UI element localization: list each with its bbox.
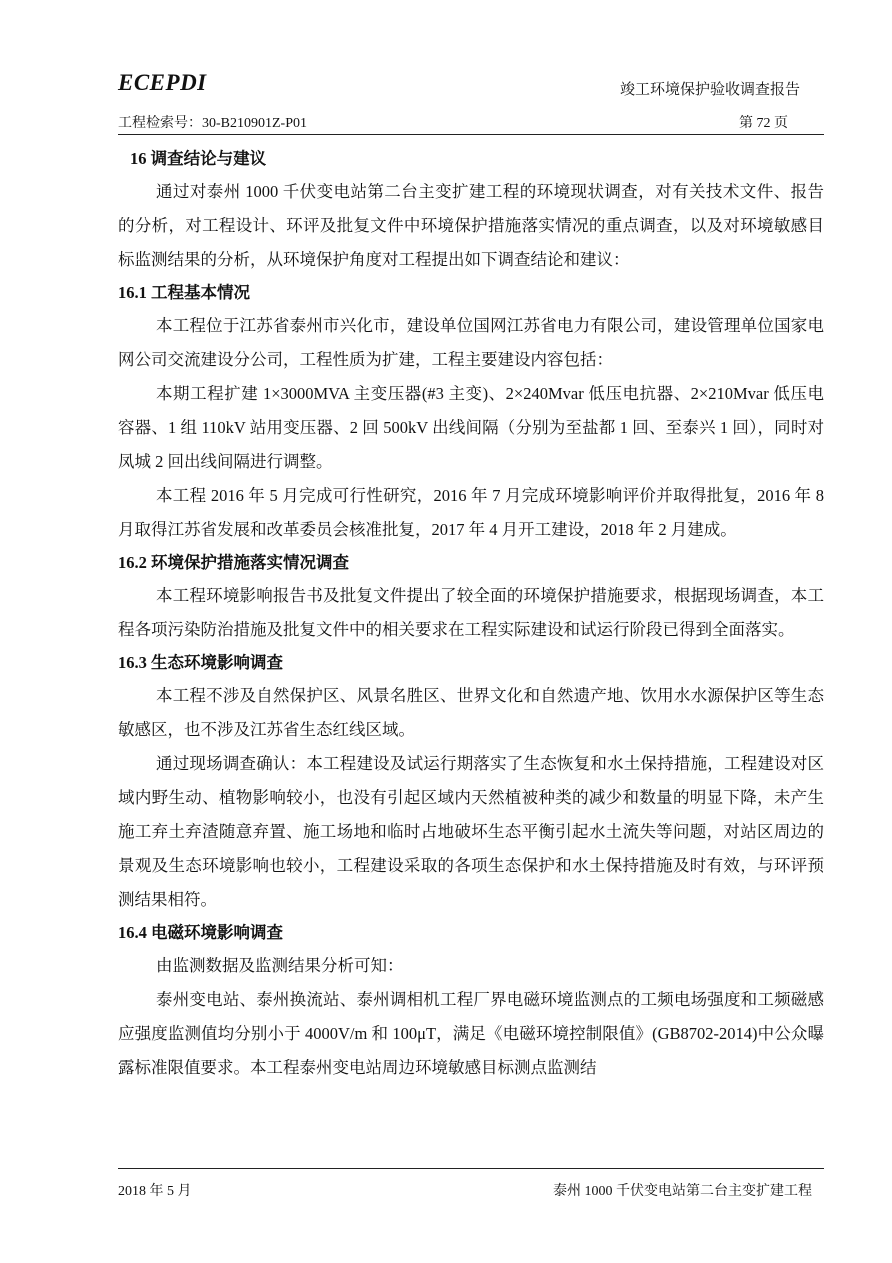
paragraph: 本工程位于江苏省泰州市兴化市，建设单位国网江苏省电力有限公司，建设管理单位国家电网公司交流建设分公司，工程性质为扩建，工程主要建设内容包括：	[118, 316, 824, 369]
section-heading: 16.4 电磁环境影响调查	[118, 923, 283, 942]
section-heading: 16 调查结论与建议	[130, 149, 267, 168]
page-number: 第 72 页	[739, 116, 788, 131]
section-heading: 16.2 环境保护措施落实情况调查	[118, 553, 349, 572]
paragraph: 由监测数据及监测结果分析可知：	[156, 956, 404, 975]
paragraph: 泰州变电站、泰州换流站、泰州调相机工程厂界电磁环境监测点的工频电场强度和工频磁感应强度监测值均分别小于 4000V/m 和 100μT，满足《电磁环境控制限值》(GB8702-2014)中公众曝露标准限值要求。本工程泰州变电站周边环境敏感目标测点监测结	[118, 990, 824, 1077]
paragraph: 本工程不涉及自然保护区、风景名胜区、世界文化和自然遗产地、饮用水水源保护区等生态敏感区，也不涉及江苏省生态红线区域。	[118, 686, 824, 739]
footer-project-name: 泰州 1000 千伏变电站第二台主变扩建工程	[553, 1184, 812, 1199]
paragraph: 本工程 2016 年 5 月完成可行性研究，2016 年 7 月完成环境影响评价并取得批复，2016 年 8 月取得江苏省发展和改革委员会核准批复，2017 年 4 月开工建设，2018 年 2 月建成。	[118, 486, 825, 539]
section-heading: 16.1 工程基本情况	[118, 283, 250, 302]
report-title: 竣工环境保护验收调查报告	[619, 82, 800, 98]
paragraph: 本期工程扩建 1×3000MVA 主变压器(#3 主变)、2×240Mvar 低压电抗器、2×210Mvar 低压电容器、1 组 110kV 站用变压器、2 回 500kV 出线间隔（分别为至盐都 1 回、至泰兴 1 回），同时对凤城 2 回出线间隔进行调整。	[118, 384, 824, 471]
document-id: 工程检索号：30-B210901Z-P01	[118, 116, 307, 131]
paragraph: 本工程环境影响报告书及批复文件提出了较全面的环境保护措施要求，根据现场调查，本工程各项污染防治措施及批复文件中的相关要求在工程实际建设和试运行阶段已得到全面落实。	[118, 586, 824, 639]
footer-divider	[118, 1168, 824, 1169]
company-logo: ECEPDI	[118, 70, 207, 95]
paragraph: 通过现场调查确认：本工程建设及试运行期落实了生态恢复和水土保持措施，工程建设对区域内野生动、植物影响较小，也没有引起区域内天然植被种类的减少和数量的明显下降，未产生施工弃土弃渣随意弃置、施工场地和临时占地破坏生态平衡引起水土流失等问题，对站区周边的景观及生态环境影响也较小，工程建设采取的各项生态保护和水土保持措施及时有效，与环评预测结果相符。	[118, 754, 824, 909]
section-heading: 16.3 生态环境影响调查	[118, 653, 283, 672]
footer-date: 2018 年 5 月	[118, 1184, 192, 1199]
paragraph: 通过对泰州 1000 千伏变电站第二台主变扩建工程的环境现状调查，对有关技术文件、报告的分析，对工程设计、环评及批复文件中环境保护措施落实情况的重点调查，以及对环境敏感目标监测结果的分析，从环境保护角度对工程提出如下调查结论和建议：	[118, 182, 824, 269]
header-divider	[118, 134, 824, 135]
main-content	[118, 143, 824, 1085]
